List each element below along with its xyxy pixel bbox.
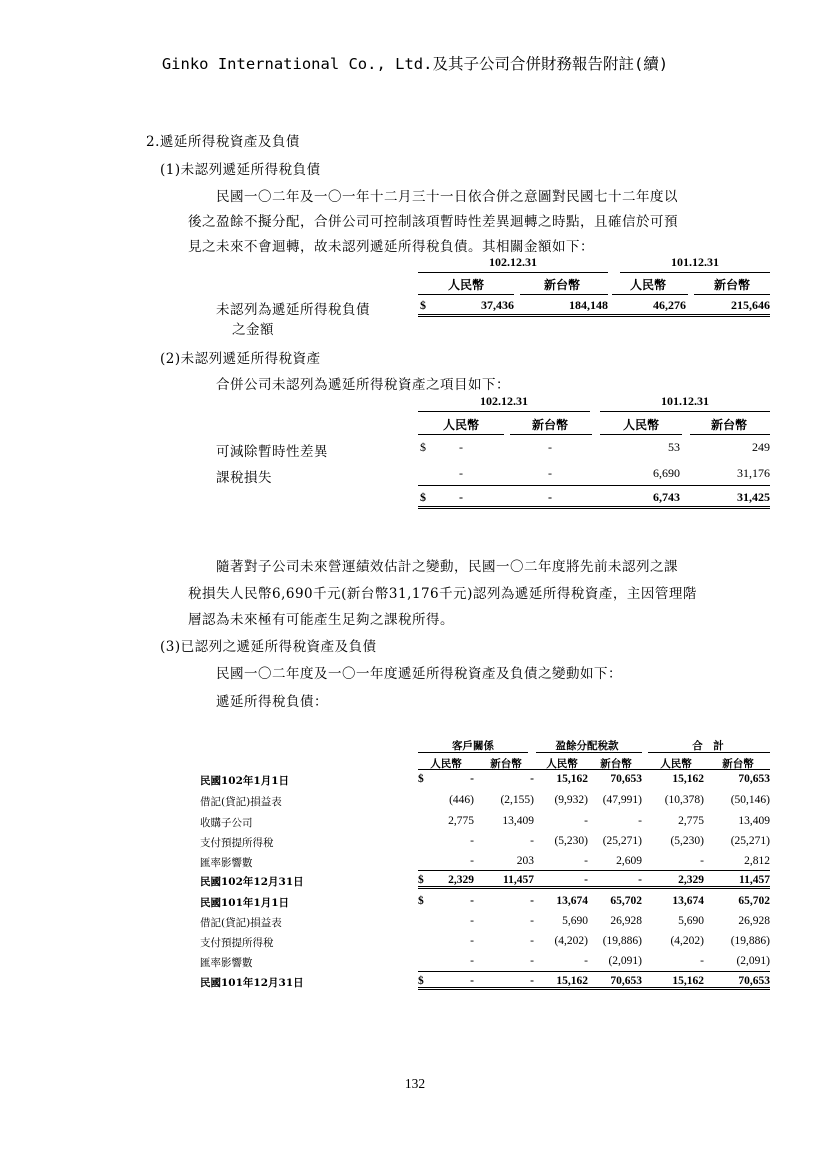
dollar-sign: $ bbox=[420, 490, 426, 504]
currency-header: 新台幣 bbox=[600, 758, 632, 770]
table-cell: - bbox=[584, 855, 588, 867]
currency-header: 新台幣 bbox=[531, 418, 568, 432]
subsection-2-title: (2)未認列遞延所得稅資產 bbox=[160, 351, 321, 367]
page-header: Ginko International Co., Ltd.及其子公司合併財務報告附註(續) bbox=[161, 55, 669, 73]
value-cell: - bbox=[548, 466, 552, 480]
table-cell: 15,162 bbox=[672, 975, 704, 987]
currency-header: 人民幣 bbox=[629, 278, 666, 292]
table-row-label: 借記(貸記)損益表 bbox=[200, 917, 282, 929]
table-cell: 2,775 bbox=[678, 815, 704, 827]
table-cell: - bbox=[530, 935, 534, 947]
table-cell: - bbox=[470, 955, 474, 967]
table-cell: - bbox=[470, 773, 474, 785]
value-cell: - bbox=[459, 466, 463, 480]
table-cell: - bbox=[584, 815, 588, 827]
value-cell: 215,646 bbox=[731, 298, 770, 312]
table-cell: - bbox=[700, 855, 704, 867]
currency-header: 人民幣 bbox=[442, 418, 479, 432]
table-cell: (2,091) bbox=[608, 955, 642, 967]
table-cell: 2,329 bbox=[448, 874, 474, 886]
currency-header: 新台幣 bbox=[490, 758, 522, 770]
value-cell: - bbox=[548, 440, 552, 454]
page-number: 132 bbox=[404, 1076, 426, 1091]
table-cell: (2,155) bbox=[500, 794, 534, 806]
table-cell: 65,702 bbox=[738, 895, 770, 907]
table-cell: (5,230) bbox=[554, 835, 588, 847]
period-header: 102.12.31 bbox=[489, 255, 537, 269]
table-cell: - bbox=[470, 895, 474, 907]
group-header: 合 計 bbox=[692, 740, 724, 752]
currency-header: 新台幣 bbox=[713, 278, 750, 292]
currency-header: 人民幣 bbox=[430, 758, 462, 770]
table-cell: 26,928 bbox=[738, 915, 770, 927]
subsection-1-title: (1)未認列遞延所得稅負債 bbox=[160, 162, 321, 178]
table-cell: - bbox=[700, 955, 704, 967]
row-label: 之金額 bbox=[232, 322, 274, 338]
table-row-label: 匯率影響數 bbox=[200, 857, 253, 869]
table-cell: (19,886) bbox=[602, 935, 642, 947]
table-row-label: 匯率影響數 bbox=[200, 957, 253, 969]
table-cell: 70,653 bbox=[738, 975, 770, 987]
sub1-paragraph-line-1: 民國一〇二年及一〇一年十二月三十一日依合併之意圖對民國七十二年度以 bbox=[216, 189, 678, 205]
value-cell: 53 bbox=[668, 440, 680, 454]
value-cell: 249 bbox=[752, 440, 770, 454]
currency-header: 人民幣 bbox=[622, 418, 659, 432]
table-cell: 70,653 bbox=[610, 975, 642, 987]
row-label: 可減除暫時性差異 bbox=[216, 444, 328, 460]
table-cell: (2,091) bbox=[736, 955, 770, 967]
currency-header: 新台幣 bbox=[722, 758, 754, 770]
dollar-sign: $ bbox=[418, 975, 424, 987]
group-header: 客戶關係 bbox=[452, 740, 494, 752]
sub1-paragraph-line-2: 後之盈餘不擬分配，合併公司可控制該項暫時性差異迴轉之時點，且確信於可預 bbox=[188, 214, 678, 230]
table-row-label: 借記(貸記)損益表 bbox=[200, 796, 282, 808]
sub3-label: 遞延所得稅負債： bbox=[216, 694, 328, 710]
table-cell: 70,653 bbox=[738, 773, 770, 785]
total-cell: 6,743 bbox=[653, 490, 680, 504]
dollar-sign: $ bbox=[418, 874, 424, 886]
table-cell: (4,202) bbox=[554, 935, 588, 947]
table-cell: 2,609 bbox=[616, 855, 642, 867]
table-cell: (50,146) bbox=[730, 794, 770, 806]
para3-line-2: 稅損失人民幣6,690千元(新台幣31,176千元)認列為遞延所得稅資產，主因管理階 bbox=[188, 586, 697, 602]
table-cell: - bbox=[470, 975, 474, 987]
para3-line-3: 層認為未來極有可能產生足夠之課稅所得。 bbox=[188, 612, 454, 628]
table-cell: (10,378) bbox=[664, 794, 704, 806]
table-cell: - bbox=[584, 955, 588, 967]
dollar-sign: $ bbox=[418, 773, 424, 785]
para3-line-1: 隨著對子公司未來營運績效估計之變動，民國一〇二年度將先前未認列之課 bbox=[216, 559, 678, 575]
sub2-intro: 合併公司未認列為遞延所得稅資產之項目如下： bbox=[216, 377, 510, 393]
table-cell: 13,674 bbox=[556, 895, 588, 907]
table-cell: - bbox=[470, 935, 474, 947]
table-cell: (9,932) bbox=[554, 794, 588, 806]
table-cell: - bbox=[530, 835, 534, 847]
table-cell: 13,409 bbox=[502, 815, 534, 827]
table-cell: 2,775 bbox=[448, 815, 474, 827]
total-cell: - bbox=[548, 490, 552, 504]
table-cell: - bbox=[638, 815, 642, 827]
table-row-label: 支付預提所得稅 bbox=[200, 837, 274, 849]
table-cell: 26,928 bbox=[610, 915, 642, 927]
table-cell: 13,674 bbox=[672, 895, 704, 907]
table-cell: 5,690 bbox=[678, 915, 704, 927]
subsection-3-title: (3)已認列之遞延所得稅資產及負債 bbox=[160, 639, 377, 655]
table-row-label: 支付預提所得稅 bbox=[200, 937, 274, 949]
table-cell: - bbox=[530, 915, 534, 927]
table-cell: 2,329 bbox=[678, 874, 704, 886]
total-cell: - bbox=[459, 490, 463, 504]
table-row-label: 民國101年1月1日 bbox=[200, 897, 290, 909]
table-row-label: 收購子公司 bbox=[200, 817, 253, 829]
table-cell: 5,690 bbox=[562, 915, 588, 927]
group-header: 盈餘分配稅款 bbox=[555, 740, 619, 752]
currency-header: 新台幣 bbox=[543, 278, 580, 292]
table-cell: 11,457 bbox=[503, 874, 534, 886]
period-header: 101.12.31 bbox=[671, 255, 719, 269]
table-cell: 11,457 bbox=[739, 874, 770, 886]
table-cell: - bbox=[470, 835, 474, 847]
period-header: 101.12.31 bbox=[661, 394, 709, 408]
table-row-label: 民國102年12月31日 bbox=[200, 876, 304, 888]
table-cell: (25,271) bbox=[730, 835, 770, 847]
row-label: 未認列為遞延所得稅負債 bbox=[216, 302, 370, 318]
value-cell: 184,148 bbox=[569, 298, 608, 312]
section-title: 2.遞延所得稅資產及負債 bbox=[146, 134, 300, 150]
sub3-intro: 民國一〇二年度及一〇一年度遞延所得稅資產及負債之變動如下： bbox=[216, 666, 622, 682]
row-label: 課稅損失 bbox=[216, 470, 272, 486]
table-cell: - bbox=[530, 895, 534, 907]
table-cell: - bbox=[530, 773, 534, 785]
value-cell: 46,276 bbox=[653, 298, 686, 312]
table-cell: - bbox=[530, 975, 534, 987]
dollar-sign: $ bbox=[418, 895, 424, 907]
value-cell: 6,690 bbox=[653, 466, 680, 480]
currency-header: 人民幣 bbox=[546, 758, 578, 770]
table-row-label: 民國101年12月31日 bbox=[200, 977, 304, 989]
value-cell: - bbox=[459, 440, 463, 454]
table-cell: (4,202) bbox=[670, 935, 704, 947]
table-cell: - bbox=[530, 955, 534, 967]
table-cell: 70,653 bbox=[610, 773, 642, 785]
table-cell: 15,162 bbox=[672, 773, 704, 785]
dollar-sign: $ bbox=[420, 298, 426, 312]
table-cell: - bbox=[470, 855, 474, 867]
dollar-sign: $ bbox=[420, 440, 426, 454]
table-cell: 13,409 bbox=[738, 815, 770, 827]
table-cell: 203 bbox=[516, 855, 534, 867]
currency-header: 人民幣 bbox=[447, 278, 484, 292]
period-header: 102.12.31 bbox=[480, 394, 528, 408]
table-row-label: 民國102年1月1日 bbox=[200, 775, 290, 787]
table-cell: - bbox=[638, 874, 642, 886]
table-cell: 15,162 bbox=[556, 975, 588, 987]
table-cell: 65,702 bbox=[610, 895, 642, 907]
total-cell: 31,425 bbox=[737, 490, 770, 504]
table-cell: (47,991) bbox=[602, 794, 642, 806]
sub1-paragraph-line-3: 見之未來不會迴轉，故未認列遞延所得稅負債。其相關金額如下： bbox=[188, 239, 594, 255]
table-cell: - bbox=[470, 915, 474, 927]
table-cell: 15,162 bbox=[556, 773, 588, 785]
table-cell: (25,271) bbox=[602, 835, 642, 847]
value-cell: 31,176 bbox=[737, 466, 770, 480]
table-cell: (19,886) bbox=[730, 935, 770, 947]
table-cell: (5,230) bbox=[670, 835, 704, 847]
value-cell: 37,436 bbox=[481, 298, 514, 312]
table-cell: - bbox=[584, 874, 588, 886]
table-cell: (446) bbox=[449, 794, 474, 806]
table-cell: 2,812 bbox=[744, 855, 770, 867]
currency-header: 新台幣 bbox=[710, 418, 747, 432]
currency-header: 人民幣 bbox=[660, 758, 692, 770]
